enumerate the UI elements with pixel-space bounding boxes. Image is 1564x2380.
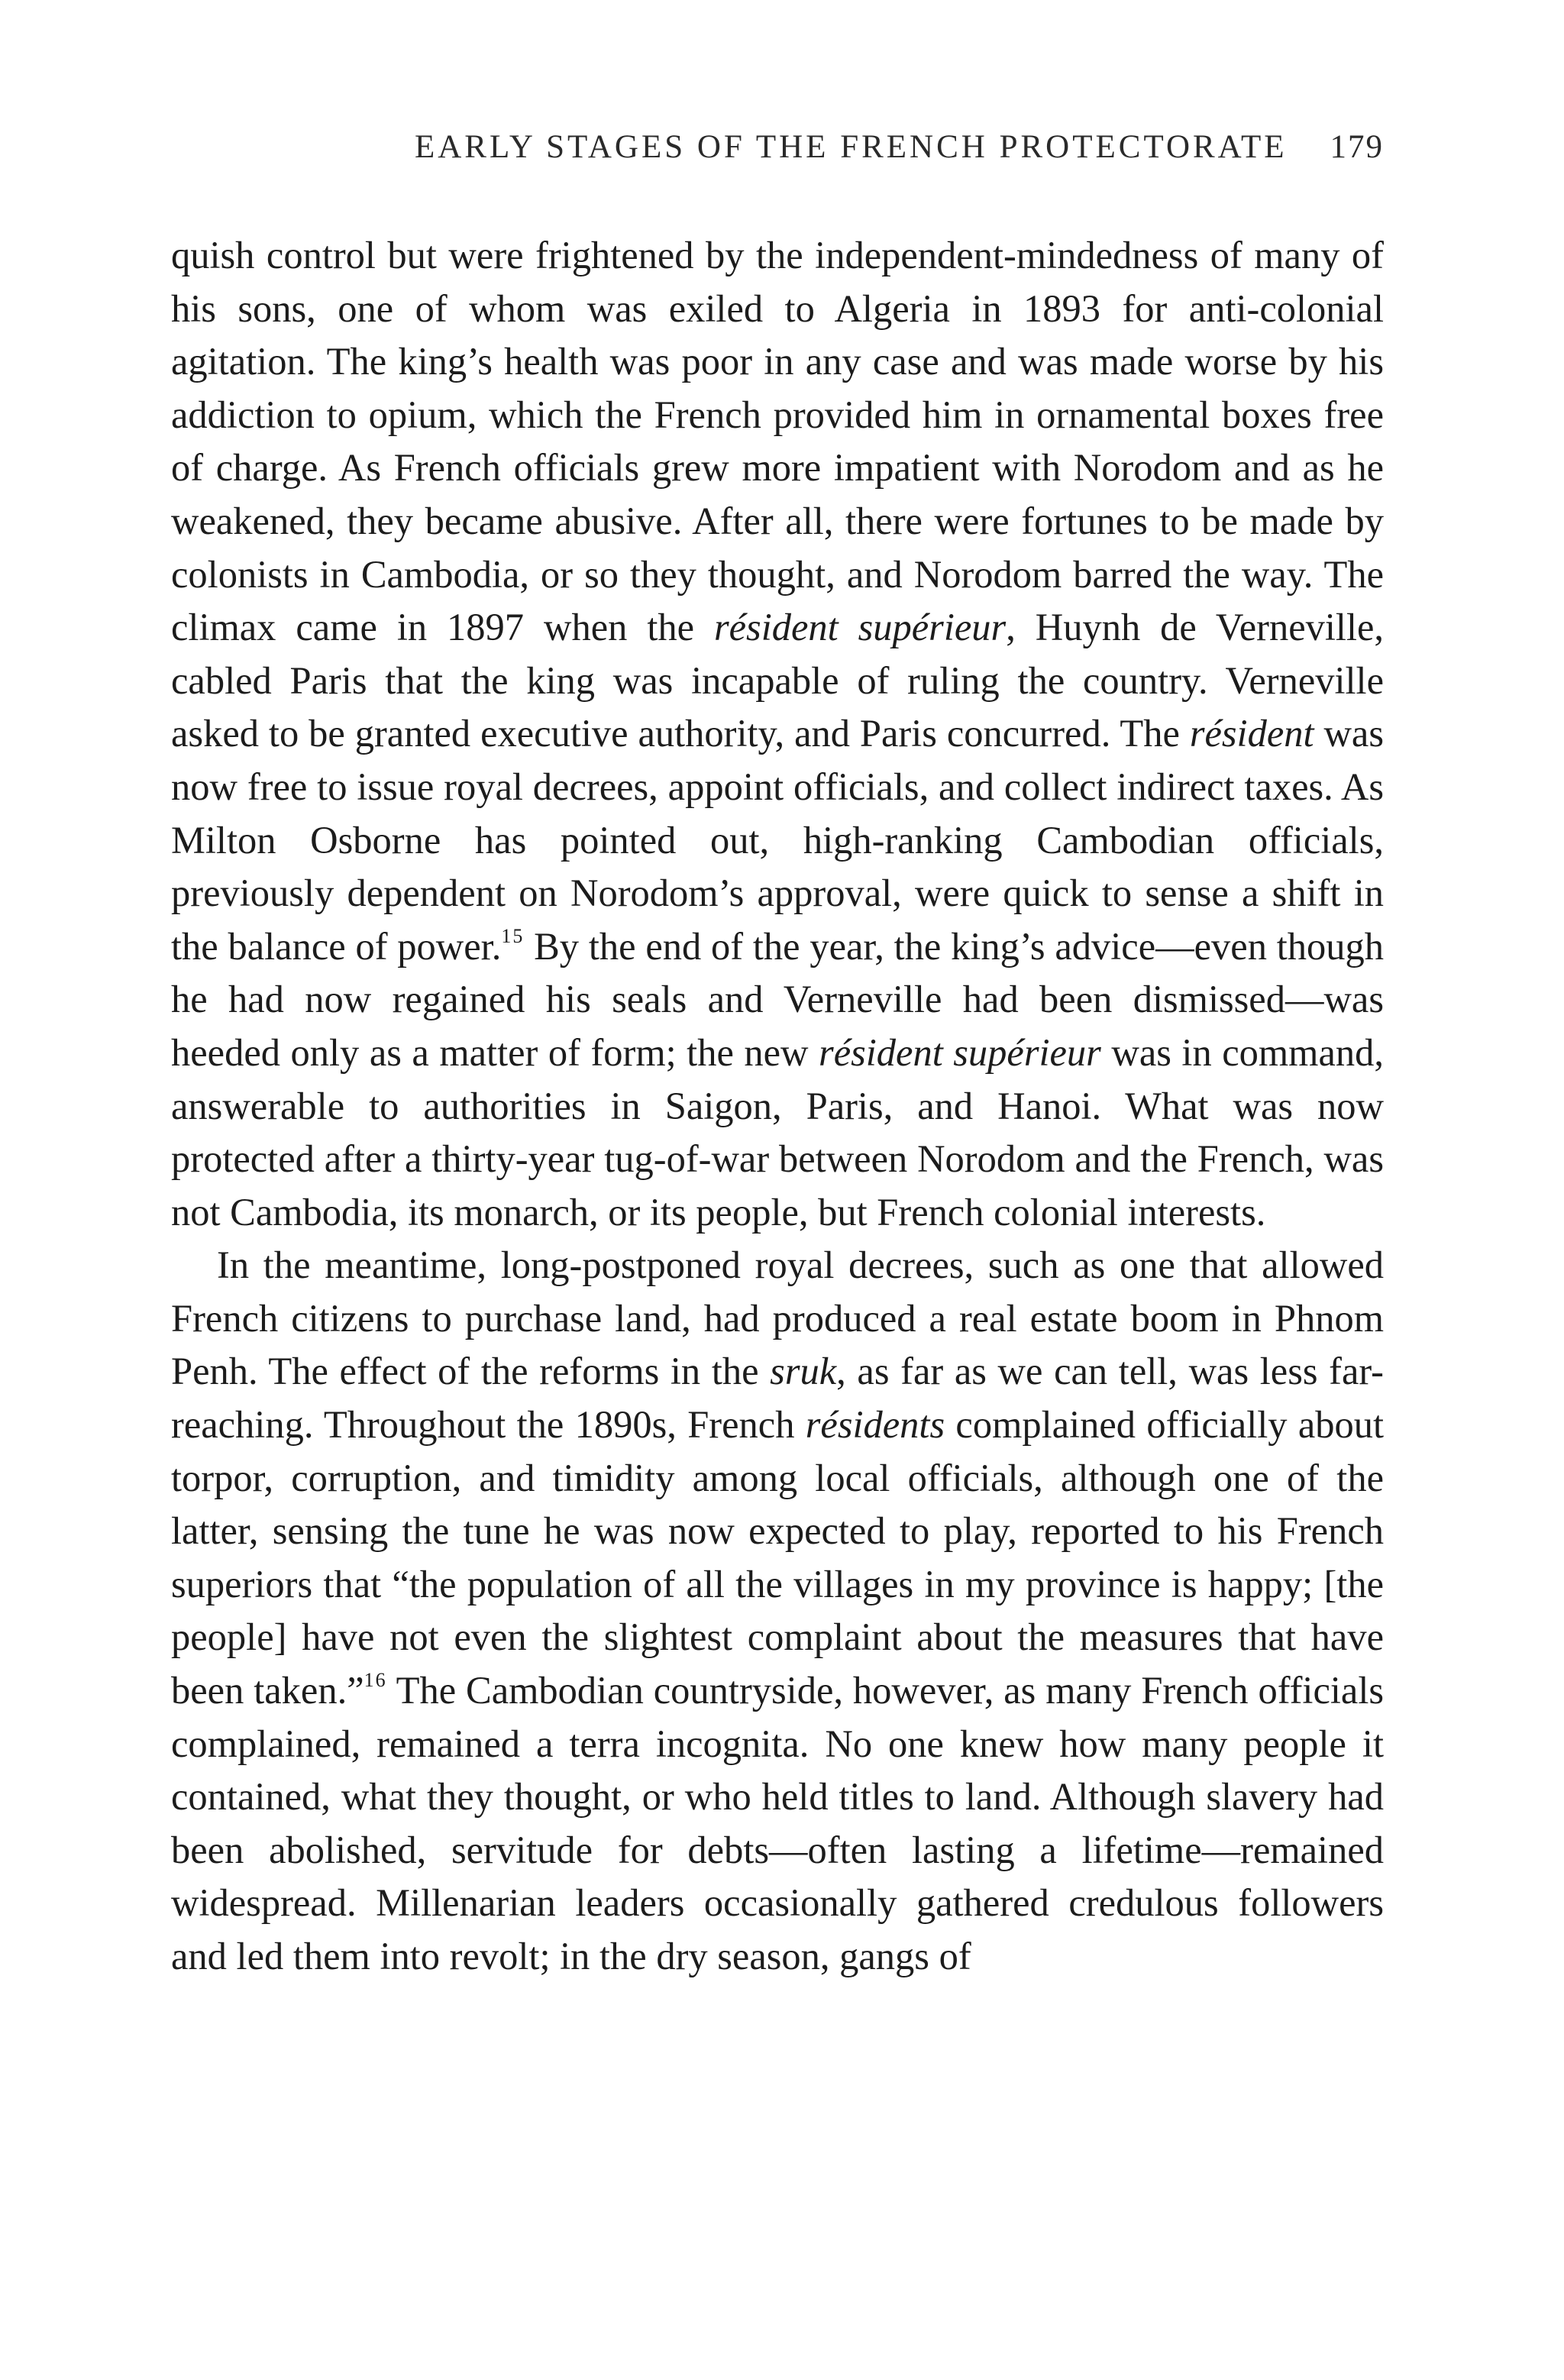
paragraph-1 (171, 229, 1384, 1239)
italic-term: résident supérieur (819, 1030, 1101, 1074)
footnote-marker: 15 (501, 924, 525, 947)
text-run: In the meantime, long-postponed royal decrees, such as one that allowed French citizens to purchase land, had produced a real estate boom in Phnom Penh. The effect of the reforms in the (171, 1243, 1384, 1393)
italic-term: sruk (770, 1350, 837, 1393)
text-run: complained officially about torpor, corruption, and timidity among local officials, although one of the latter, sensing the tune he was now expected to play, reported to his French superiors that “the population of all the villages in my province is happy; [the people] have not even the slightest complaint about the measures that have been taken.” (171, 1403, 1385, 1712)
text-run: , as far as we can tell, was less far-reaching. Throughout the 1890s, French (171, 1350, 1384, 1447)
page-number: 179 (1330, 129, 1384, 165)
italic-term: résidents (805, 1403, 945, 1447)
text-run: was in command, answerable to authorities in Saigon, Paris, and Hanoi. What was now protected after a thirty-year tug-of-war between Norodom and the French, was not Cambodia, its monarch, or its people, but French colonial interests. (171, 1030, 1384, 1234)
text-run: The Cambodian countryside, however, as many French officials complained, remained a terra incognita. No one knew how many people it contained, what they thought, or who held titles to land. Although slavery had been abolished, servitude for debts—often lasting a lifetime—remained widespread. Millenarian leaders occasionally gathered credulous followers and led them into revolt; in the dry season, gangs of (171, 1669, 1384, 1977)
running-header (221, 128, 1384, 174)
italic-term: résident (1189, 712, 1314, 755)
text-run: , Huynh de Verneville, cabled Paris that the king was incapable of ruling the country. Verneville asked to be granted executive authority, and Paris concurred. The (171, 606, 1385, 755)
running-head-title: EARLY STAGES OF THE FRENCH PROTECTORATE (414, 129, 1288, 165)
footnote-marker: 16 (364, 1669, 387, 1692)
text-run: quish control but were frightened by the independent-mindedness of many of his sons, one of whom was exiled to Algeria in 1893 for anti-colonial agitation. The king’s health was poor in any case and was made worse by his addiction to opium, which the French provided him in ornamental boxes free of charge. As French officials grew more impatient with Norodom and as he weakened, they became abusive. After all, there were fortunes to be made by colonists in Cambodia, or so they thought, and Norodom barred the way. The climax came in 1897 when the (171, 234, 1384, 649)
italic-term: résident supérieur (713, 606, 1007, 649)
body-text (171, 229, 1384, 1984)
paragraph-2 (171, 1239, 1384, 1983)
text-run: By the end of the year, the king’s advice—even though he had now regained his seals and Verneville had been dismissed—was heeded only as a matter of form; the new (171, 924, 1384, 1074)
text-run: was now free to issue royal decrees, appoint officials, and collect indirect taxes. As Milton Osborne has pointed out, high-ranking Cambodian officials, previously dependent on Norodom’s approval, were quick to sense a shift in the balance of power. (171, 712, 1384, 968)
